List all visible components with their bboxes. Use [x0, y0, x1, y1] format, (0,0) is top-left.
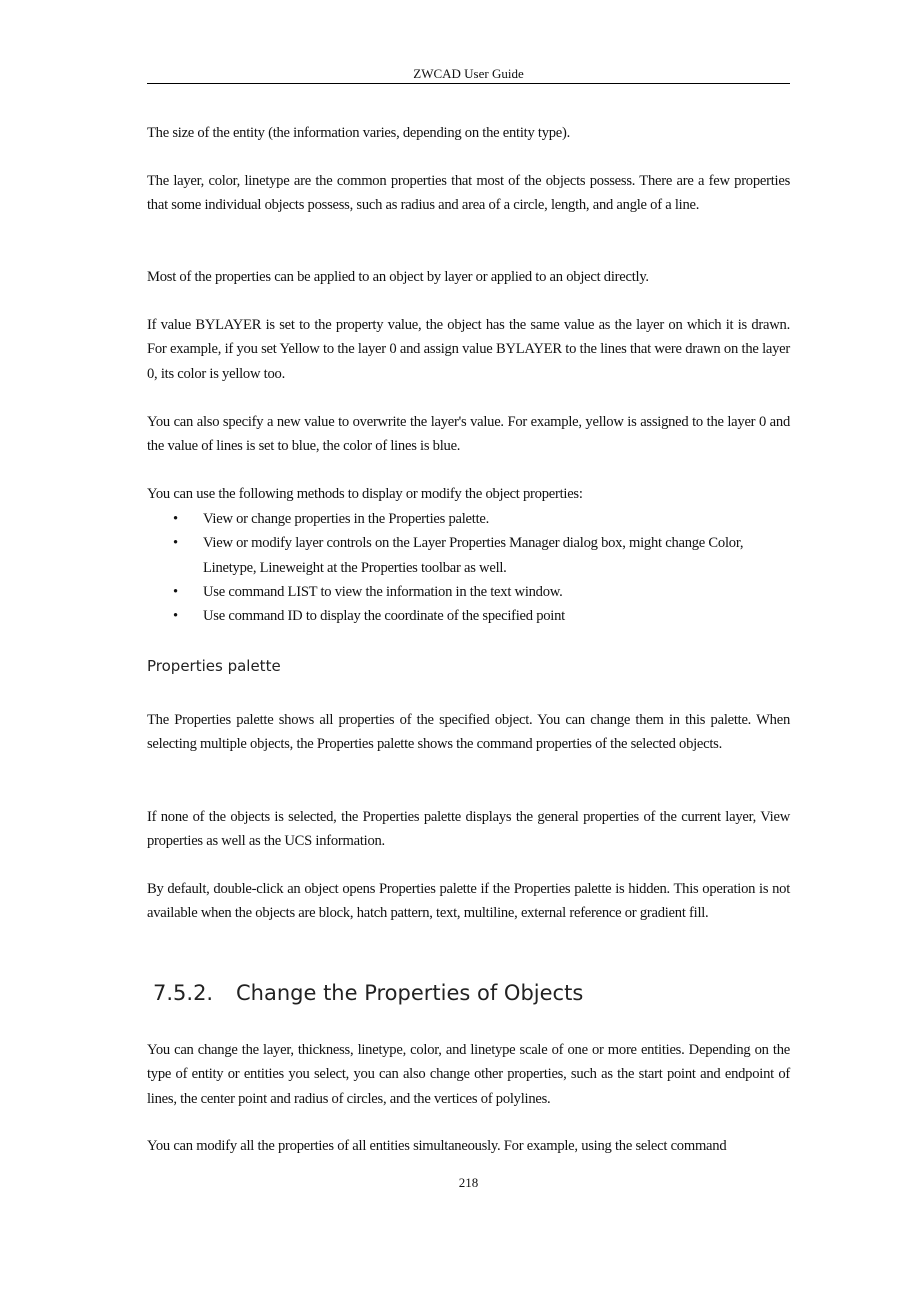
paragraph: You can change the layer, thickness, linetype, color, and linetype scale of one or more entities. Depending on the type of entity or entities you select, you can also change other properties, such as the start point and endpoint of lines, the center point and radius of circles, and the vertices of polylines. — [147, 1042, 790, 1107]
section-heading — [153, 981, 583, 1005]
list-item: • View or change properties in the Properties palette. — [147, 507, 790, 531]
section-number: 7.5.2. — [153, 981, 214, 1005]
section-title: Change the Properties of Objects — [236, 981, 584, 1005]
list-item: • View or modify layer controls on the Layer Properties Manager dialog box, might change Color, Linetype, Lineweight at the Properties toolbar as well. — [147, 531, 790, 580]
paragraph: The layer, color, linetype are the common properties that most of the objects possess. There are a few properties that some individual objects possess, such as radius and area of a circle, length, and angle of a line. — [147, 173, 790, 214]
paragraph: You can modify all the properties of all entities simultaneously. For example, using the select command — [147, 1138, 727, 1154]
page-number: 218 — [458, 1175, 479, 1190]
list-item: • Use command LIST to view the information in the text window. — [147, 580, 790, 604]
paragraph: You can also specify a new value to overwrite the layer's value. For example, yellow is assigned to the layer 0 and the value of lines is set to blue, the color of lines is blue. — [147, 414, 790, 455]
subheading-properties-palette: Properties palette — [147, 657, 281, 675]
paragraph: Most of the properties can be applied to an object by layer or applied to an object directly. — [147, 269, 649, 285]
header-rule — [147, 83, 790, 84]
paragraph: The Properties palette shows all properties of the specified object. You can change them in this palette. When selecting multiple objects, the Properties palette shows the command properties of the selected objects. — [147, 712, 790, 753]
paragraph: If none of the objects is selected, the Properties palette displays the general properties of the current layer, View properties as well as the UCS information. — [147, 809, 790, 850]
paragraph: You can use the following methods to display or modify the object properties: — [147, 486, 583, 502]
list-item: • Use command ID to display the coordinate of the specified point — [147, 604, 790, 628]
paragraph: By default, double-click an object opens Properties palette if the Properties palette is hidden. This operation is not available when the objects are block, hatch pattern, text, multiline, external reference or gradient fill. — [147, 881, 790, 922]
paragraph: If value BYLAYER is set to the property value, the object has the same value as the layer on which it is drawn. For example, if you set Yellow to the layer 0 and assign value BYLAYER to the lines that were drawn on the layer 0, its color is yellow too. — [147, 317, 790, 382]
running-header: ZWCAD User Guide — [413, 66, 524, 81]
methods-list — [147, 507, 790, 628]
paragraph: The size of the entity (the information varies, depending on the entity type). — [147, 125, 571, 141]
